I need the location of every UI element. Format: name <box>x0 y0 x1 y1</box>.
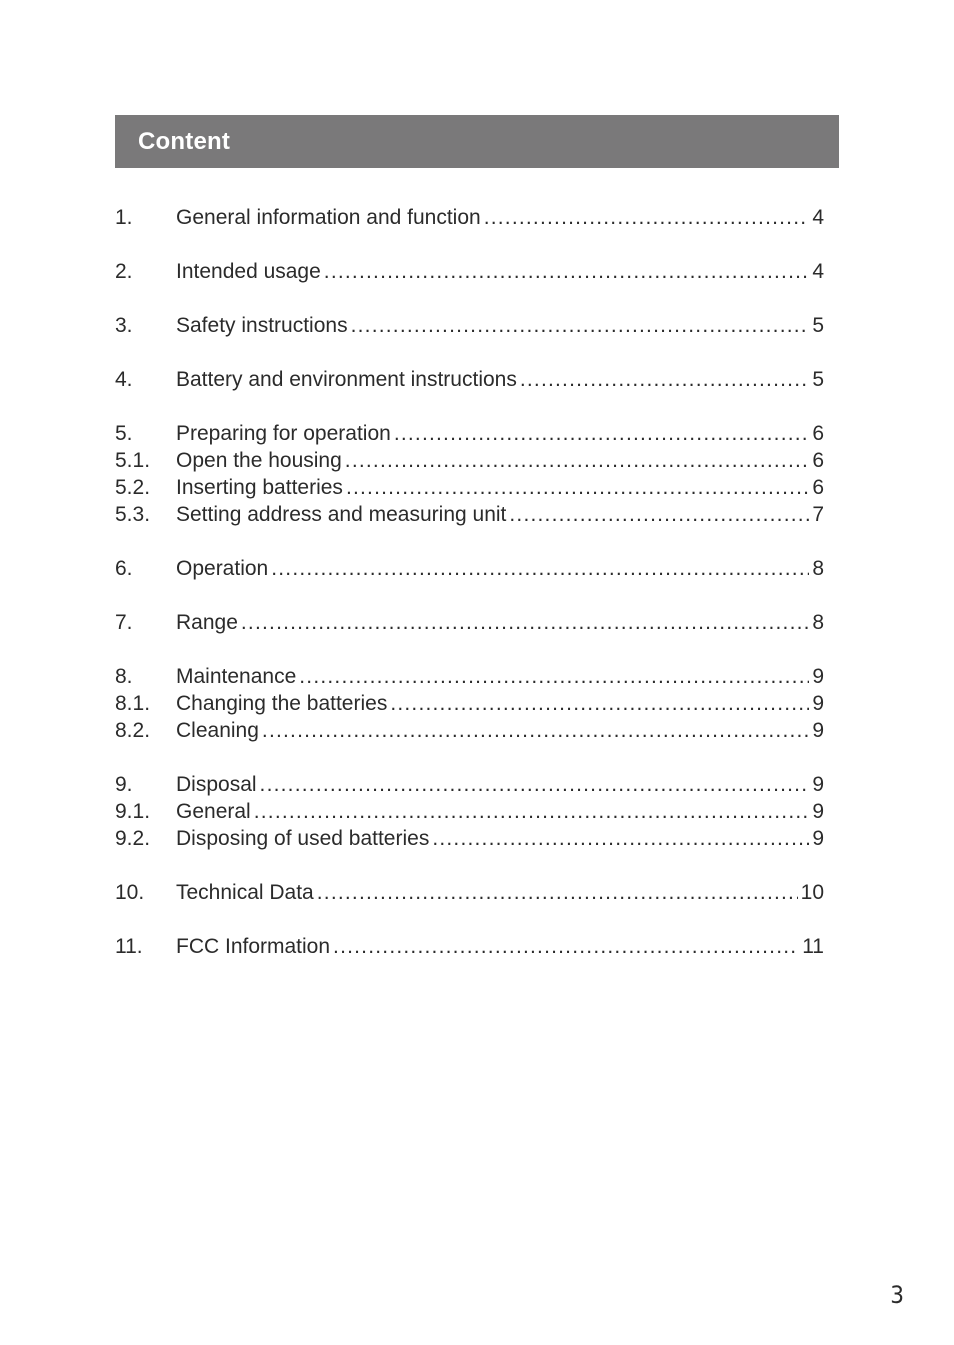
toc-entry[interactable] <box>115 933 824 960</box>
toc-entry-page: 8 <box>812 611 824 634</box>
toc-entry-number: 5. <box>115 422 133 445</box>
toc-entry-page: 8 <box>812 557 824 580</box>
toc-entry-page: 9 <box>812 665 824 688</box>
toc-dot-leader <box>317 879 798 906</box>
toc-entry[interactable] <box>115 825 824 852</box>
toc-dot-leader <box>351 312 810 339</box>
toc-entry[interactable] <box>115 204 824 231</box>
toc-entry-number: 5.2. <box>115 476 151 499</box>
toc-entry-title: General information and function <box>176 206 481 229</box>
toc-entry-page: 5 <box>812 314 824 337</box>
toc-entry-number: 6. <box>115 557 133 580</box>
toc-entry-number: 11. <box>115 935 143 958</box>
toc-entry-number: 2. <box>115 260 133 283</box>
toc-entry[interactable] <box>115 879 824 906</box>
toc-entry-page: 11 <box>802 935 824 958</box>
toc-entry-title: Battery and environment instructions <box>176 368 517 391</box>
toc-entry-number: 1. <box>115 206 133 229</box>
toc-group <box>115 771 824 852</box>
toc-entry-title: Technical Data <box>176 881 314 904</box>
toc-entry-title: Maintenance <box>176 665 297 688</box>
toc-entry-number: 3. <box>115 314 133 337</box>
toc-entry-page: 7 <box>812 503 824 526</box>
toc-entry[interactable] <box>115 555 824 582</box>
toc-dot-leader <box>390 690 809 717</box>
toc-dot-leader <box>271 555 809 582</box>
toc-entry[interactable] <box>115 798 824 825</box>
toc-entry-page: 9 <box>812 773 824 796</box>
toc-dot-leader <box>509 501 809 528</box>
toc-entry-page: 6 <box>812 449 824 472</box>
toc-dot-leader <box>346 474 809 501</box>
toc-entry[interactable] <box>115 501 824 528</box>
toc-entry-title: General <box>176 800 251 823</box>
toc-dot-leader <box>324 258 810 285</box>
toc-entry-page: 4 <box>812 260 824 283</box>
toc-entry-title: Disposal <box>176 773 257 796</box>
toc-group <box>115 933 824 960</box>
toc-group <box>115 204 824 231</box>
toc-entry[interactable] <box>115 690 824 717</box>
toc-group <box>115 312 824 339</box>
toc-entry-title: Safety instructions <box>176 314 348 337</box>
toc-entry-title: Preparing for operation <box>176 422 391 445</box>
toc-entry[interactable] <box>115 447 824 474</box>
toc-entry-number: 8. <box>115 665 133 688</box>
content-header-bar <box>115 115 839 168</box>
toc-entry-page: 9 <box>812 692 824 715</box>
toc-group <box>115 420 824 528</box>
toc-entry[interactable] <box>115 474 824 501</box>
toc-entry-title: Setting address and measuring unit <box>176 503 507 526</box>
toc-entry[interactable] <box>115 258 824 285</box>
toc-entry[interactable] <box>115 366 824 393</box>
toc-entry-title: FCC Information <box>176 935 331 958</box>
toc-entry-number: 10. <box>115 881 145 904</box>
toc-entry-number: 7. <box>115 611 133 634</box>
toc-dot-leader <box>241 609 809 636</box>
toc-dot-leader <box>254 798 810 825</box>
toc-entry-number: 5.3. <box>115 503 151 526</box>
toc-entry-page: 5 <box>812 368 824 391</box>
toc-entry-title: Changing the batteries <box>176 692 388 715</box>
toc-group <box>115 663 824 744</box>
toc-entry-title: Intended usage <box>176 260 321 283</box>
toc-entry-page: 9 <box>812 800 824 823</box>
toc-entry-page: 6 <box>812 476 824 499</box>
toc-dot-leader <box>299 663 809 690</box>
page-number: 3 <box>890 1281 904 1309</box>
toc-entry-page: 4 <box>812 206 824 229</box>
toc-entry-title: Inserting batteries <box>176 476 343 499</box>
toc-entry-number: 4. <box>115 368 133 391</box>
toc-entry-number: 9. <box>115 773 133 796</box>
toc-entry-title: Range <box>176 611 238 634</box>
toc-entry-page: 10 <box>800 881 824 904</box>
toc-dot-leader <box>484 204 810 231</box>
page-title: Content <box>138 127 231 155</box>
toc-dot-leader <box>262 717 809 744</box>
toc-entry[interactable] <box>115 609 824 636</box>
toc-entry-page: 9 <box>812 719 824 742</box>
toc-group <box>115 555 824 582</box>
toc-dot-leader <box>432 825 809 852</box>
toc-group <box>115 609 824 636</box>
toc-entry-title: Disposing of used batteries <box>176 827 430 850</box>
toc-dot-leader <box>394 420 810 447</box>
toc-group <box>115 366 824 393</box>
toc-entry-number: 9.1. <box>115 800 151 823</box>
toc-group <box>115 258 824 285</box>
toc-entry[interactable] <box>115 312 824 339</box>
table-of-contents <box>115 204 824 987</box>
toc-dot-leader <box>520 366 809 393</box>
toc-dot-leader <box>333 933 799 960</box>
toc-entry[interactable] <box>115 771 824 798</box>
toc-entry[interactable] <box>115 717 824 744</box>
toc-entry-title: Cleaning <box>176 719 259 742</box>
toc-group <box>115 879 824 906</box>
toc-entry-page: 9 <box>812 827 824 850</box>
toc-entry-title: Open the housing <box>176 449 342 472</box>
toc-entry[interactable] <box>115 663 824 690</box>
toc-entry-number: 8.1. <box>115 692 151 715</box>
toc-dot-leader <box>345 447 810 474</box>
toc-entry[interactable] <box>115 420 824 447</box>
toc-entry-number: 5.1. <box>115 449 151 472</box>
toc-dot-leader <box>260 771 810 798</box>
toc-entry-number: 9.2. <box>115 827 151 850</box>
toc-entry-title: Operation <box>176 557 269 580</box>
toc-entry-number: 8.2. <box>115 719 151 742</box>
toc-entry-page: 6 <box>812 422 824 445</box>
